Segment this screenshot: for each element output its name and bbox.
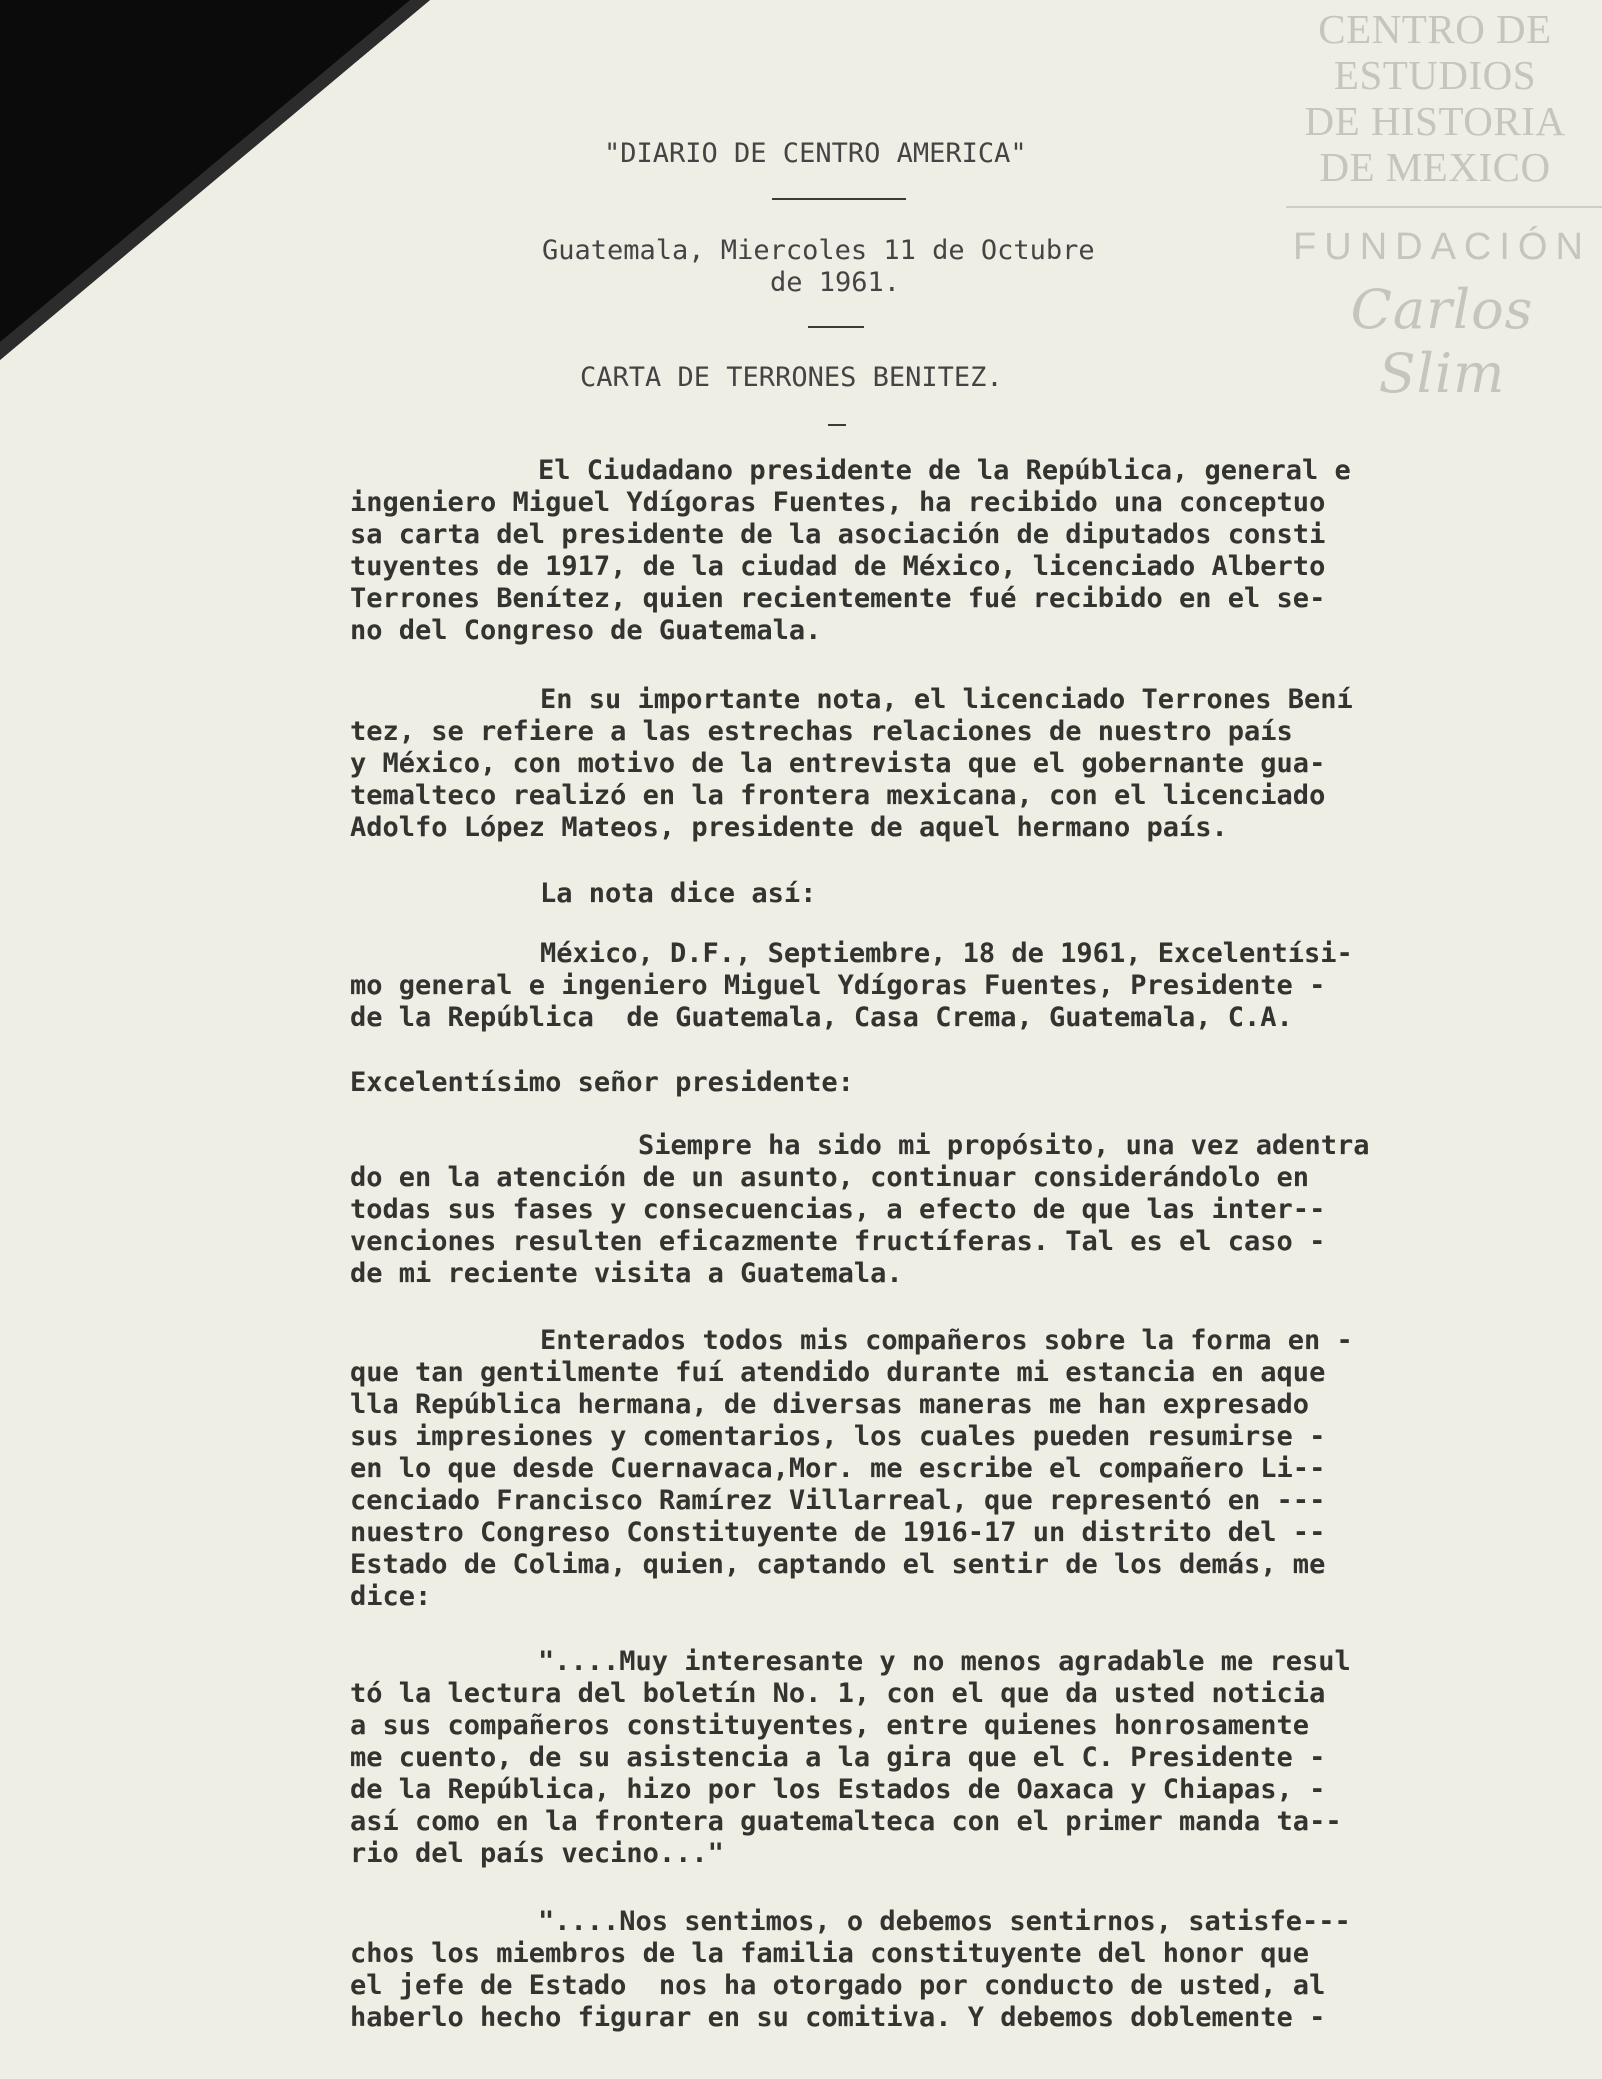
body-line: venciones resulten eficazmente fructíferas. Tal es el caso - bbox=[350, 1226, 1326, 1257]
watermark-signature: Carlos Slim bbox=[1350, 278, 1534, 405]
body-line: Estado de Colima, quien, captando el sentir de los demás, me bbox=[350, 1549, 1326, 1580]
body-line: do en la atención de un asunto, continuar considerándolo en bbox=[350, 1162, 1310, 1193]
body-line: El Ciudadano presidente de la República, general e bbox=[538, 455, 1351, 486]
body-line: sa carta del presidente de la asociación de diputados consti bbox=[350, 519, 1326, 550]
quote-line: "....Nos sentimos, o debemos sentirnos, satisfe--- bbox=[538, 1906, 1351, 1937]
newspaper-title: "DIARIO DE CENTRO AMERICA" bbox=[604, 138, 1027, 169]
header-rule bbox=[808, 326, 864, 328]
quote-line: tó la lectura del boletín No. 1, con el que da usted noticia bbox=[350, 1678, 1326, 1709]
quote-line: chos los miembros de la familia constituyente del honor que bbox=[350, 1938, 1310, 1969]
quote-line: haberlo hecho figurar en su comitiva. Y debemos doblemente - bbox=[350, 2002, 1326, 2033]
quote-line: el jefe de Estado nos ha otorgado por conducto de usted, al bbox=[350, 1970, 1326, 2001]
quote-line: así como en la frontera guatemalteca con el primer manda ta-- bbox=[350, 1806, 1342, 1837]
body-line: que tan gentilmente fuí atendido durante mi estancia en aque bbox=[350, 1357, 1326, 1388]
watermark-title-line: DE MEXICO bbox=[1319, 144, 1551, 190]
body-line: tuyentes de 1917, de la ciudad de México, licenciado Alberto bbox=[350, 551, 1326, 582]
body-line: Adolfo López Mateos, presidente de aquel hermano país. bbox=[350, 812, 1228, 843]
body-line: México, D.F., Septiembre, 18 de 1961, Excelentísi- bbox=[540, 938, 1353, 969]
body-line: no del Congreso de Guatemala. bbox=[350, 615, 822, 646]
watermark-foundation: FUNDACIÓN bbox=[1293, 226, 1591, 268]
body-line: temalteco realizó en la frontera mexicana, con el licenciado bbox=[350, 780, 1326, 811]
body-line: Siempre ha sido mi propósito, una vez adentra bbox=[638, 1130, 1370, 1161]
watermark-divider bbox=[1286, 206, 1602, 208]
date-line: de 1961. bbox=[770, 267, 901, 298]
date-line: Guatemala, Miercoles 11 de Octubre bbox=[542, 235, 1095, 266]
watermark-stamp bbox=[1268, 6, 1602, 406]
body-line: La nota dice así: bbox=[540, 878, 817, 909]
body-line: todas sus fases y consecuencias, a efecto de que las inter-- bbox=[350, 1194, 1326, 1225]
page-corner-shadow bbox=[0, 0, 430, 360]
body-line: nuestro Congreso Constituyente de 1916-17 un distrito del -- bbox=[350, 1517, 1326, 1548]
body-line: de la República de Guatemala, Casa Crema, Guatemala, C.A. bbox=[350, 1002, 1293, 1033]
header-rule bbox=[828, 424, 846, 426]
quote-line: de la República, hizo por los Estados de Oaxaca y Chiapas, - bbox=[350, 1774, 1326, 1805]
body-line: en lo que desde Cuernavaca,Mor. me escribe el compañero Li-- bbox=[350, 1453, 1326, 1484]
body-line: ingeniero Miguel Ydígoras Fuentes, ha recibido una conceptuo bbox=[350, 487, 1326, 518]
body-line: cenciado Francisco Ramírez Villarreal, que representó en --- bbox=[350, 1485, 1326, 1516]
watermark-title-line: DE HISTORIA bbox=[1304, 98, 1566, 144]
body-line: En su importante nota, el licenciado Terrones Bení bbox=[540, 684, 1353, 715]
quote-line: a sus compañeros constituyentes, entre quienes honrosamente bbox=[350, 1710, 1310, 1741]
body-line: dice: bbox=[350, 1581, 432, 1612]
quote-line: "....Muy interesante y no menos agradable me resul bbox=[538, 1646, 1351, 1677]
body-line: sus impresiones y comentarios, los cuales pueden resumirse - bbox=[350, 1421, 1326, 1452]
body-line: mo general e ingeniero Miguel Ydígoras Fuentes, Presidente - bbox=[350, 970, 1326, 1001]
watermark-title-line: ESTUDIOS bbox=[1333, 52, 1537, 98]
body-line: Enterados todos mis compañeros sobre la forma en - bbox=[540, 1325, 1353, 1356]
header-rule bbox=[772, 198, 906, 200]
body-line: Terrones Benítez, quien recientemente fué recibido en el se- bbox=[350, 583, 1326, 614]
letter-subtitle: CARTA DE TERRONES BENITEZ. bbox=[580, 362, 1003, 393]
body-line: lla República hermana, de diversas maneras me han expresado bbox=[350, 1389, 1310, 1420]
quote-line: rio del país vecino..." bbox=[350, 1838, 724, 1869]
quote-line: me cuento, de su asistencia a la gira que el C. Presidente - bbox=[350, 1742, 1326, 1773]
body-line: tez, se refiere a las estrechas relaciones de nuestro país bbox=[350, 716, 1293, 747]
watermark-title-line: CENTRO DE bbox=[1318, 6, 1552, 52]
body-line: y México, con motivo de la entrevista que el gobernante gua- bbox=[350, 748, 1326, 779]
salutation: Excelentísimo señor presidente: bbox=[350, 1067, 854, 1098]
body-line: de mi reciente visita a Guatemala. bbox=[350, 1258, 903, 1289]
